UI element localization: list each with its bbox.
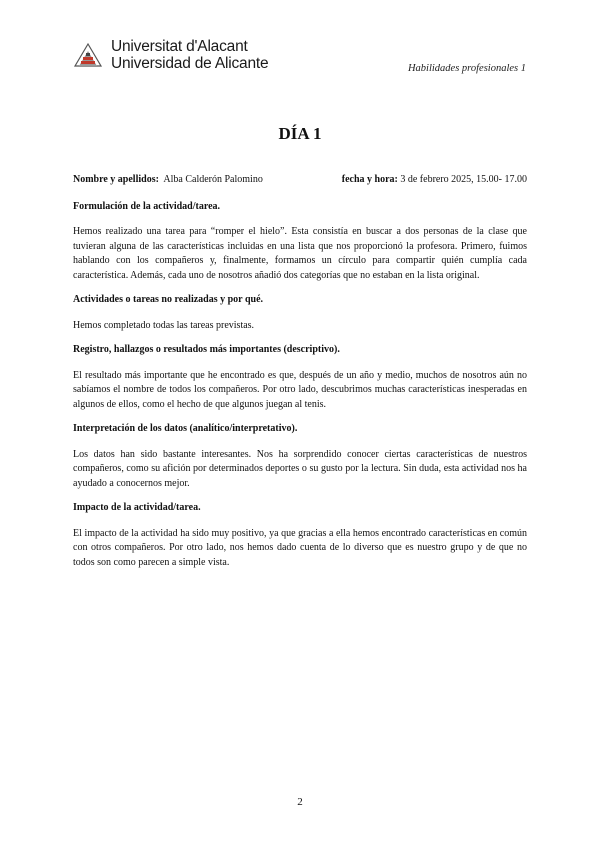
date-label: fecha y hora:: [341, 174, 398, 185]
section-body: Hemos realizado una tarea para “romper el hielo”. Esta consistía en buscar a dos personas de la clase que tuvieran alguna de las características incluidas en una lista que nos proporcionó la profesora. Primero, fuimos hablando con los compañeros y, finalmente, formamos un círculo para compartir quién cumplía cada característica. Además, cada uno de nosotros añadió dos categorías que no estaban en la lista original.: [73, 226, 527, 281]
section-heading: Actividades o tareas no realizadas y por qué.: [73, 294, 264, 305]
name-value: Alba Calderón Palomino: [163, 174, 263, 185]
section-heading: Impacto de la actividad/tarea.: [73, 502, 201, 513]
section-heading: Interpretación de los datos (analítico/interpretativo).: [73, 423, 298, 434]
page-title: DÍA 1: [278, 124, 322, 143]
course-title: Habilidades profesionales 1: [407, 63, 526, 74]
section-body: El resultado más importante que he encontrado es que, después de un año y medio, muchos de nosotros aún no sabíamos el nombre de todos los compañeros. Por otro lado, descubrimos muchas características inesperadas en algunos de ellos, como el hecho de que algunos juegan al tenis.: [73, 369, 527, 410]
document-body: [73, 173, 527, 570]
section-body: El impacto de la actividad ha sido muy positivo, ya que gracias a ella hemos encontrado características en común con otros compañeros. Por otro lado, nos hemos dado cuenta de lo diverso que es nuestro grupo y de que no todos son como parecen a simple vista.: [73, 527, 527, 568]
date-time: [342, 173, 527, 188]
university-name-spanish: Universidad de Alicante: [111, 55, 269, 72]
section-heading: Registro, hallazgos o resultados más importantes (descriptivo).: [73, 344, 340, 355]
section-heading: Formulación de la actividad/tarea.: [73, 200, 221, 212]
section-body: Los datos han sido bastante interesantes. Nos ha sorprendido conocer ciertas características de nuestros compañeros, como su afición por determinados deportes o su gusto por la lectura. Sin duda, esta actividad nos ha ayudado a conocernos mejor.: [73, 448, 527, 489]
page-number: 2: [297, 796, 303, 808]
student-info-row: [73, 173, 527, 188]
student-name: [73, 173, 263, 188]
date-value: 3 de febrero 2025, 15.00- 17.00: [400, 174, 527, 185]
university-names: [111, 38, 268, 72]
section-body: Hemos completado todas las tareas previstas.: [73, 319, 255, 331]
university-name-valencian: Universitat d'Alacant: [111, 38, 248, 55]
university-logo-icon: [73, 38, 103, 68]
name-label: Nombre y apellidos:: [73, 174, 159, 185]
